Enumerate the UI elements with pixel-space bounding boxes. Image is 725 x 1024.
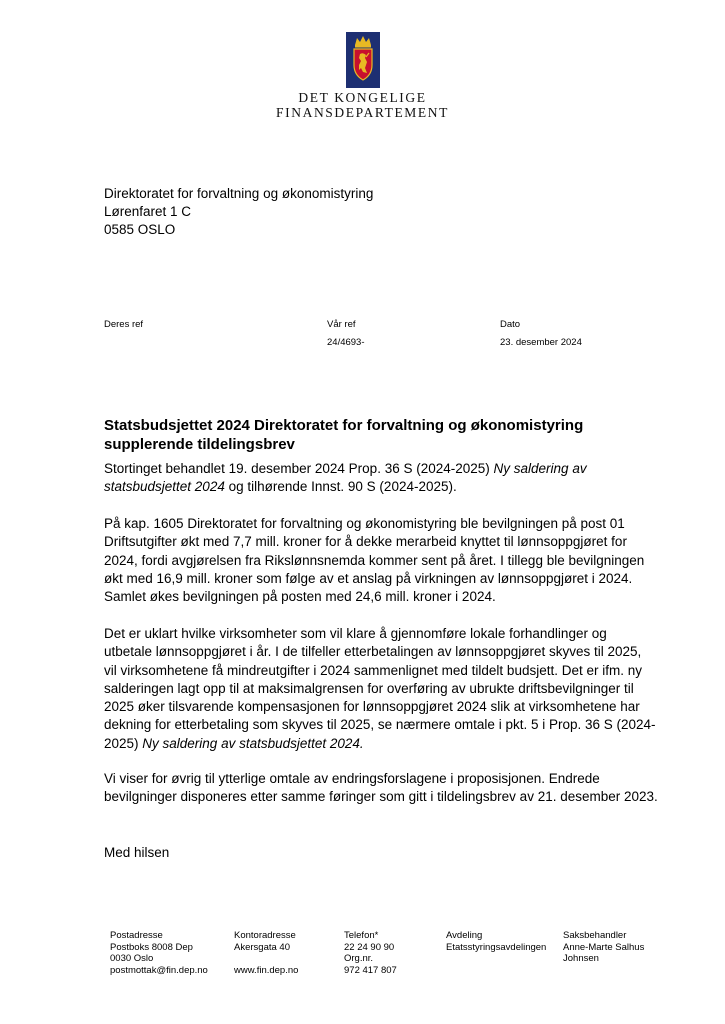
footer-phone-number: 22 24 90 90	[344, 941, 395, 953]
recipient-postal: 0585 OSLO	[104, 222, 176, 237]
footer-office-street: Akersgata 40	[234, 941, 290, 953]
footer-post-box: Postboks 8008 Dep	[110, 941, 193, 953]
recipient-street: Lørenfaret 1 C	[104, 204, 192, 219]
paragraph-4	[104, 770, 660, 807]
footer-case-officer-label: Saksbehandler	[563, 930, 627, 941]
letter-title	[104, 416, 664, 454]
footer-website-link[interactable]: www.fin.dep.no	[234, 964, 299, 976]
paragraph-3	[104, 625, 656, 753]
paragraph-2-text: På kap. 1605 Direktoratet for forvaltning og økonomistyring ble bevilgningen på post 01 Driftsutgifter økt med 7,7 mill. kroner for å dekke merarbeid knyttet til lønnsoppgjøret for 2024, fordi avgjørelsen fra Rikslønnsnemda kommer sent på året. I tillegg ble bevilgningen økt med 16,9 mill. kroner som følge av et anslag på virkningen av lønnsoppgjøret i 2024. Samlet økes bevilgningen på posten med 24,6 mill. kroner i 2024.	[104, 516, 645, 605]
letterhead	[0, 32, 725, 120]
footer-email-link[interactable]: postmottak@fin.dep.no	[110, 964, 208, 976]
recipient-address	[104, 185, 373, 239]
footer-post-city: 0030 Oslo	[110, 953, 154, 964]
closing-text: Med hilsen	[104, 845, 170, 860]
footer-phone-label: Telefon*	[344, 930, 379, 941]
footer-org-label: Org.nr.	[344, 953, 374, 964]
footer-post	[110, 930, 208, 976]
footer-case-officer-name: Anne-Marte Salhus	[563, 941, 645, 953]
paragraph-3-italic: Ny saldering av statsbudsjettet 2024.	[142, 735, 364, 751]
closing	[104, 844, 664, 862]
footer-office-label: Kontoradresse	[234, 930, 296, 941]
paragraph-1-text-b: og tilhørende Innst. 90 S (2024-2025).	[224, 479, 457, 495]
var-ref-label: Vår ref	[327, 319, 356, 330]
paragraph-1-italic: Ny saldering av statsbudsjettet 2024	[104, 461, 587, 495]
footer-office	[234, 930, 298, 976]
paragraph-4-text: Vi viser for øvrig til ytterlige omtale av endringsforslagene i proposisjonen. Endrede bevilgninger disponeres etter samme føringer som gitt i tildelingsbrev av 21. desember 2023.	[104, 771, 658, 805]
letter-title-line2: supplerende tildelingsbrev	[104, 436, 295, 453]
footer-phone	[344, 930, 397, 976]
dato-value: 23. desember 2024	[500, 337, 582, 348]
deres-ref-label: Deres ref	[104, 319, 144, 330]
royal-crest-icon	[346, 32, 380, 88]
footer-org-number: 972 417 807	[344, 964, 397, 976]
paragraph-1	[104, 460, 604, 497]
paragraph-3-text: Det er uklart hvilke virksomheter som vil klare å gjennomføre lokale forhandlinger og utbetale lønnsoppgjøret i år. I de tilfeller etterbetalingen av lønnsoppgjøret skyves til 2025, vil virksomhetene få mindreutgifter i 2024 sammenlignet med tildelt budsjett. Det er ifm. ny salderingen lagt opp til at maksimalgrensen for overføring av ubrukte driftsbevilgninger til 2025 øker tilsvarende kompensasjonen for lønnsoppgjøret 2024 slik at virksomhetene har dekning for etterbetaling som skyves til 2025, se nærmere omtale i pkt. 5 i Prop. 36 S (2024-2025)	[104, 626, 656, 751]
recipient-name: Direktoratet for forvaltning og økonomistyring	[104, 186, 374, 201]
department-name-line2: FINANSDEPARTEMENT	[276, 105, 449, 120]
footer-department	[446, 930, 546, 953]
paragraph-2	[104, 515, 652, 606]
letter-title-line1: Statsbudsjettet 2024 Direktoratet for forvaltning og økonomistyring	[104, 417, 584, 434]
footer-case-officer	[563, 930, 644, 965]
paragraph-1-text-a: Stortinget behandlet 19. desember 2024 Prop. 36 S (2024-2025)	[104, 461, 494, 476]
footer-department-label: Avdeling	[446, 930, 483, 941]
footer-department-name: Etatsstyringsavdelingen	[446, 941, 547, 953]
department-name-line1: DET KONGELIGE	[298, 90, 427, 105]
footer-case-officer-surname: Johnsen	[563, 953, 599, 964]
var-ref-value: 24/4693-	[327, 337, 365, 348]
dato-label: Dato	[500, 319, 521, 330]
footer-post-label: Postadresse	[110, 930, 163, 941]
